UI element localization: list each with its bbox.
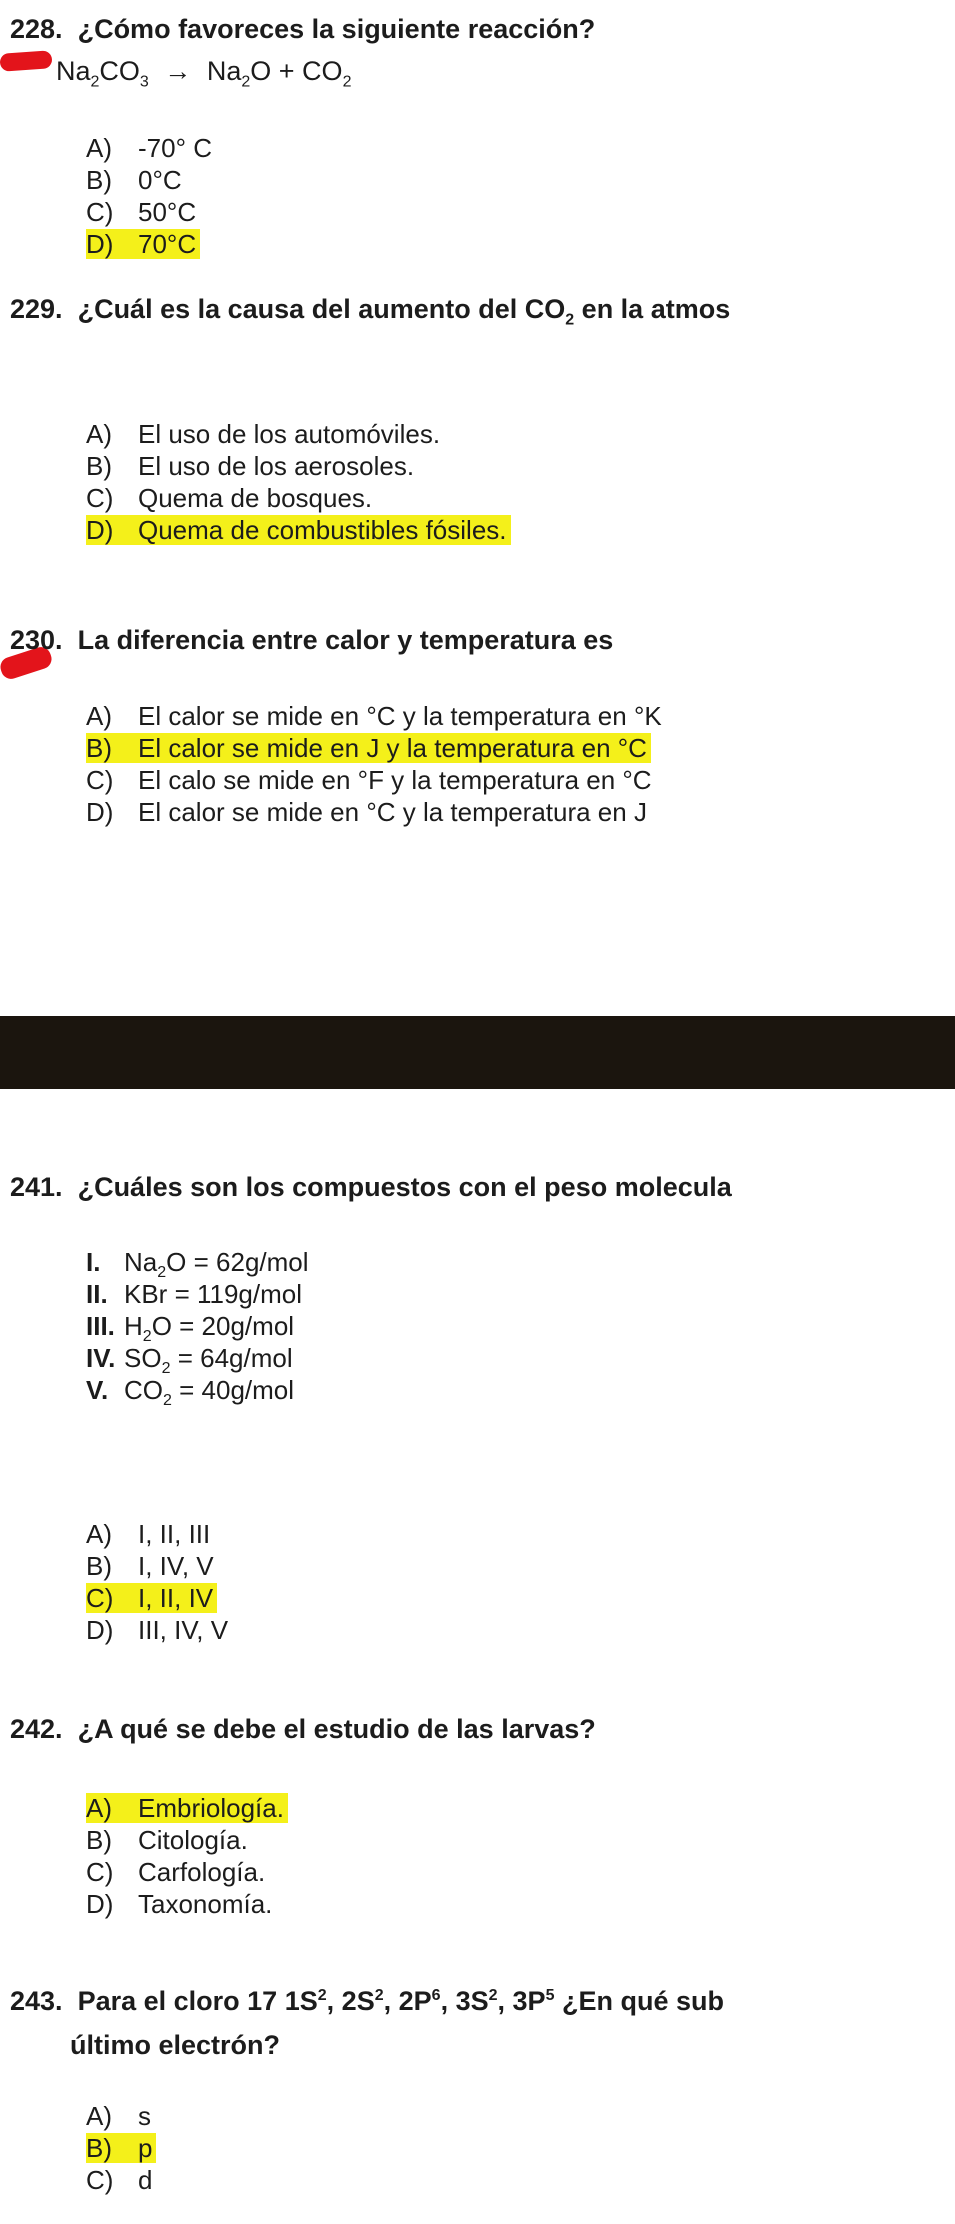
option-text: Carfología. [138, 1857, 266, 1887]
option-text: El calor se mide en °C y la temperatura en J [138, 797, 647, 827]
option-text: Embriología. [138, 1793, 284, 1823]
answer-body [86, 1889, 272, 1919]
answer-body [86, 701, 662, 731]
highlighted-answer [86, 1793, 288, 1823]
question-text: ¿A qué se debe el estudio de las larvas? [77, 1714, 596, 1744]
answer-option[interactable] [86, 418, 440, 450]
arrow-icon: → [164, 56, 192, 86]
answer-option[interactable] [86, 1888, 272, 1920]
option-letter: A) [86, 1793, 112, 1823]
answer-option[interactable] [86, 228, 200, 260]
option-text: 50°C [138, 197, 197, 227]
answer-option[interactable] [86, 1518, 210, 1550]
roman-item [86, 1342, 293, 1378]
option-text: El calor se mide en J y la temperatura en °C [138, 733, 647, 763]
option-letter: C) [86, 2165, 114, 2195]
option-text: I, IV, V [138, 1551, 214, 1581]
answer-option[interactable] [86, 1856, 265, 1888]
question-number: 241. [10, 1172, 63, 1202]
option-letter: B) [86, 1825, 112, 1855]
question-title: 243. Para el cloro 17 $1S^2$, $2S^2$, $2P^6$, $3S^2$, $3P^5$ ¿En qué sub [10, 1986, 724, 2016]
formula: $CO_2 = 40g/mol$ [124, 1375, 295, 1410]
option-text: III, IV, V [138, 1615, 229, 1645]
answer-option[interactable] [86, 1824, 248, 1856]
question-title: 229. ¿Cuál es la causa del aumento del $CO_2$ en la atmos [10, 294, 731, 329]
option-text: s [138, 2101, 151, 2131]
answer-body [86, 1825, 248, 1855]
answer-option[interactable] [86, 164, 182, 196]
question-number: 243. [10, 1986, 63, 2016]
question-title [10, 1714, 596, 1745]
answer-option[interactable] [86, 796, 647, 828]
answer-option[interactable] [86, 514, 511, 546]
option-text: Taxonomía. [138, 1889, 273, 1919]
roman-item [86, 1278, 302, 1310]
reaction-equation: $Na_2CO_3 \to Na_2O + CO_2$ [56, 56, 352, 91]
answer-option[interactable] [86, 1792, 288, 1824]
red-marker-stroke-top [0, 50, 53, 72]
answer-option[interactable] [86, 2100, 151, 2132]
answer-option[interactable] [86, 196, 196, 228]
option-text: El uso de los automóviles. [138, 419, 441, 449]
electron-configuration: $1S^2$, $2S^2$, $2P^6$, $3S^2$, $3P^5$ [284, 1986, 555, 2016]
question-title [10, 625, 613, 656]
roman-numeral: IV. [86, 1343, 116, 1373]
question-text: ¿Cuáles son los compuestos con el peso molecula [77, 1172, 732, 1202]
answer-body [86, 797, 647, 827]
answer-body [86, 1519, 210, 1549]
question-number: 242. [10, 1714, 63, 1744]
answer-option[interactable] [86, 1550, 214, 1582]
option-letter: D) [86, 1889, 114, 1919]
option-letter: A) [86, 2101, 112, 2131]
option-letter: B) [86, 2133, 112, 2163]
answer-body [86, 1551, 214, 1581]
option-text: El calor se mide en °C y la temperatura en °K [138, 701, 662, 731]
roman-item [86, 1310, 295, 1346]
answer-option[interactable] [86, 450, 414, 482]
answer-body [86, 197, 196, 227]
formula: KBr = 119g/mol [124, 1279, 303, 1309]
question-text: ¿Cómo favoreces la siguiente reacción? [77, 14, 596, 44]
roman-item [86, 1374, 295, 1410]
option-text: 0°C [138, 165, 182, 195]
option-letter: C) [86, 1857, 114, 1887]
answer-body [86, 2101, 151, 2131]
answer-option[interactable] [86, 1582, 217, 1614]
question-title-line2: último electrón? [70, 2030, 281, 2060]
formula: $SO_2 = 64g/mol$ [124, 1343, 293, 1378]
roman-numeral: II. [86, 1279, 108, 1309]
answer-option[interactable] [86, 132, 212, 164]
question-text: La diferencia entre calor y temperatura es [77, 625, 614, 655]
question-number: 228. [10, 14, 63, 44]
option-letter: A) [86, 701, 112, 731]
option-text: El calo se mide en °F y la temperatura en °C [138, 765, 652, 795]
option-letter: A) [86, 133, 112, 163]
question-number: 230. [10, 625, 63, 655]
option-letter: C) [86, 197, 114, 227]
formula: $H_2O = 20g/mol$ [124, 1311, 295, 1346]
formula: $Na_2O = 62g/mol$ [124, 1247, 309, 1282]
question-title [10, 14, 595, 45]
roman-numeral: I. [86, 1247, 101, 1277]
highlighted-answer [86, 1583, 217, 1613]
highlighted-answer [86, 2133, 156, 2163]
option-text: Quema de bosques. [138, 483, 373, 513]
option-text: Citología. [138, 1825, 248, 1855]
answer-body [86, 133, 212, 163]
answer-body [86, 1857, 265, 1887]
option-text: p [138, 2133, 153, 2163]
question-title [10, 1172, 732, 1203]
dark-divider-band [0, 1016, 955, 1089]
option-text: 70°C [138, 229, 197, 259]
option-letter: A) [86, 419, 112, 449]
option-letter: D) [86, 1615, 114, 1645]
option-letter: B) [86, 1551, 112, 1581]
option-text: Quema de combustibles fósiles. [138, 515, 507, 545]
option-letter: D) [86, 797, 114, 827]
option-letter: D) [86, 515, 114, 545]
answer-option[interactable] [86, 482, 372, 514]
answer-body [86, 483, 372, 513]
answer-option[interactable] [86, 700, 662, 732]
option-letter: A) [86, 1519, 112, 1549]
highlighted-answer [86, 733, 651, 763]
answer-body [86, 165, 182, 195]
option-letter: D) [86, 229, 114, 259]
answer-option[interactable] [86, 764, 652, 796]
roman-item [86, 1246, 309, 1282]
option-letter: C) [86, 1583, 114, 1613]
answer-body [86, 451, 414, 481]
highlighted-answer [86, 229, 200, 259]
answer-body [86, 419, 440, 449]
option-text: El uso de los aerosoles. [138, 451, 415, 481]
roman-numeral: III. [86, 1311, 115, 1341]
answer-option[interactable] [86, 1614, 228, 1646]
option-letter: B) [86, 733, 112, 763]
option-text: I, II, IV [138, 1583, 214, 1613]
option-letter: C) [86, 483, 114, 513]
answer-option[interactable] [86, 2132, 156, 2164]
roman-numeral: V. [86, 1375, 109, 1405]
highlighted-answer [86, 515, 511, 545]
answer-body [86, 765, 652, 795]
question-number: 229. [10, 294, 63, 324]
answer-body [86, 1615, 228, 1645]
answer-option[interactable] [86, 2164, 152, 2196]
option-letter: C) [86, 765, 114, 795]
answer-body [86, 2165, 152, 2195]
option-letter: B) [86, 451, 112, 481]
answer-option[interactable] [86, 732, 651, 764]
option-text: -70° C [138, 133, 212, 163]
option-text: d [138, 2165, 153, 2195]
option-letter: B) [86, 165, 112, 195]
option-text: I, II, III [138, 1519, 211, 1549]
